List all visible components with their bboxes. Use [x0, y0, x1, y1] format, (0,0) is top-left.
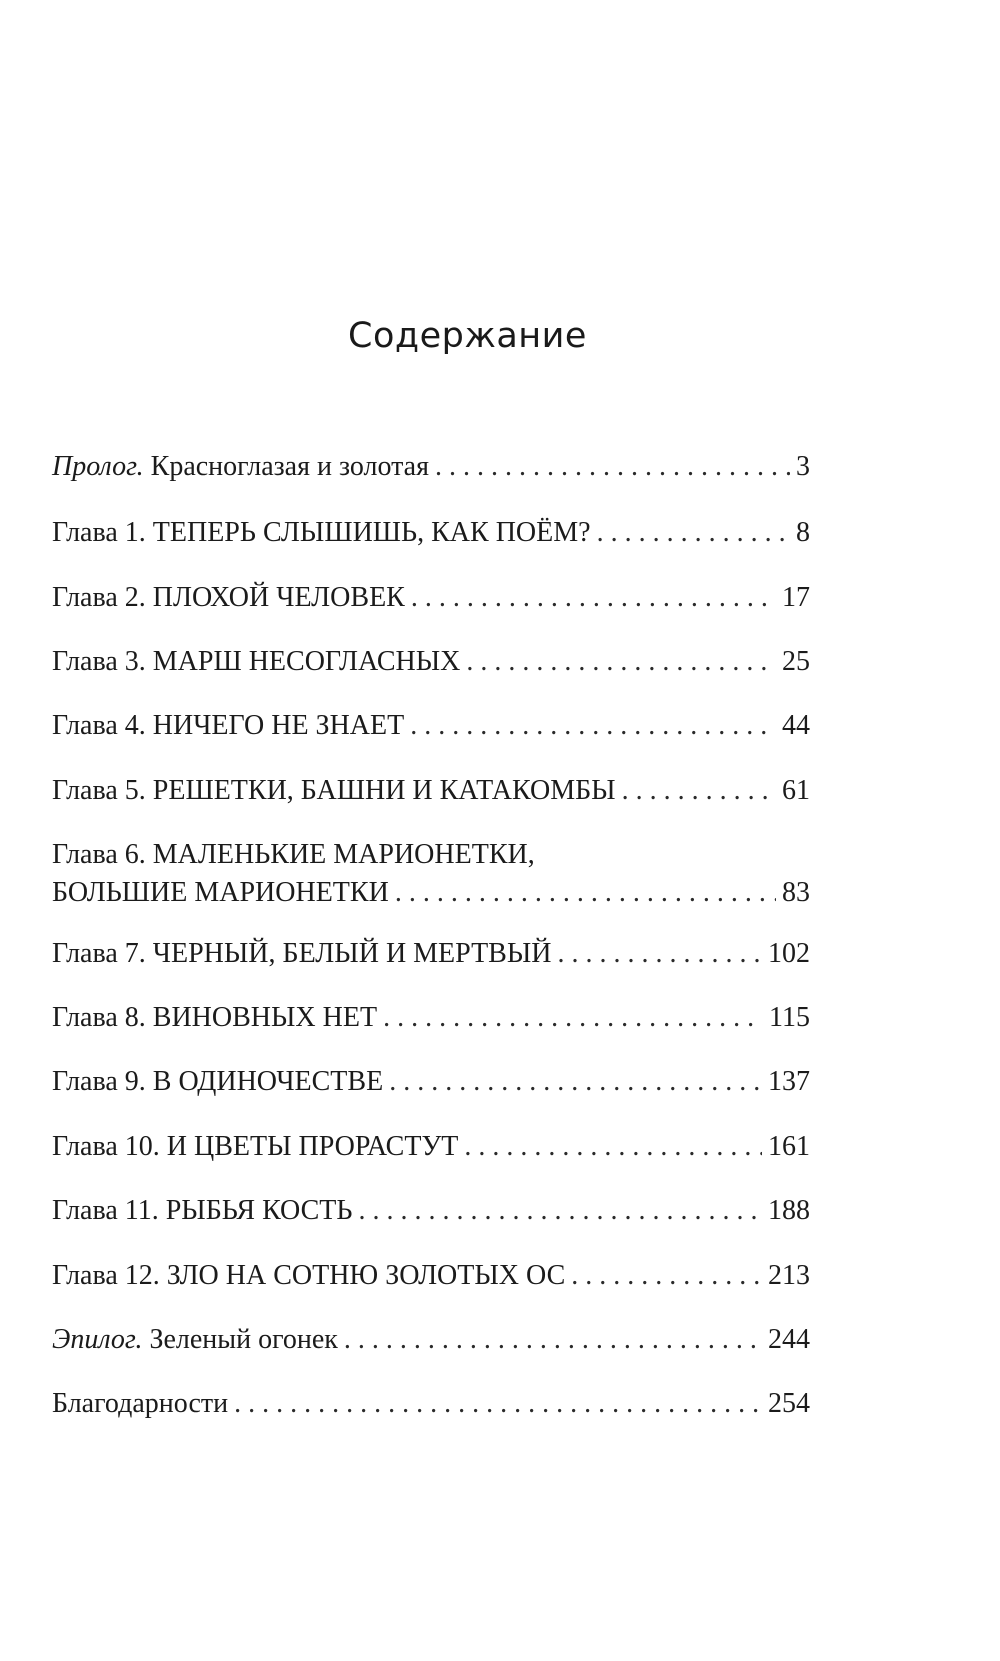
toc-entry-label	[52, 937, 552, 971]
toc-entry-chapter-6[interactable]	[52, 838, 810, 910]
toc-entry-label	[52, 1130, 458, 1164]
entry-title: ЧЕРНЫЙ, БЕЛЫЙ И МЕРТВЫЙ	[152, 938, 552, 969]
toc-entry-chapter-8[interactable]	[52, 1001, 810, 1035]
toc-entry-chapter-9[interactable]	[52, 1065, 810, 1099]
dot-leader	[466, 645, 776, 679]
toc-entry-chapter-12[interactable]	[52, 1259, 810, 1293]
entry-title: Зеленый огонек	[149, 1324, 338, 1355]
toc-entry-epilogue[interactable]	[52, 1323, 810, 1357]
entry-title: ЗЛО НА СОТНЮ ЗОЛОТЫХ ОС	[166, 1260, 566, 1291]
toc-entry-label	[52, 709, 404, 743]
page-title: Содержание	[348, 316, 587, 356]
dot-leader	[411, 581, 776, 615]
dot-leader	[571, 1259, 762, 1293]
entry-prefix: Глава 10.	[52, 1131, 160, 1162]
toc-entry-chapter-1[interactable]	[52, 516, 810, 550]
entry-prefix: Глава 7.	[52, 938, 146, 969]
toc-entry-chapter-10[interactable]	[52, 1130, 810, 1164]
entry-title: ТЕПЕРЬ СЛЫШИШЬ, КАК ПОЁМ?	[152, 517, 591, 548]
page-number: 8	[796, 517, 810, 548]
toc-entry-label	[52, 450, 429, 484]
page-number: 213	[768, 1260, 810, 1291]
toc-entry-chapter-5[interactable]	[52, 774, 810, 808]
dot-leader	[597, 516, 790, 550]
toc-entry-label	[52, 581, 405, 615]
page-number: 137	[768, 1066, 810, 1097]
page-number: 61	[782, 775, 810, 806]
entry-title: Благодарности	[52, 1388, 229, 1419]
entry-prefix: Глава 2.	[52, 582, 146, 613]
entry-prefix: Глава 9.	[52, 1066, 146, 1097]
entry-prefix: Глава 6.	[52, 839, 146, 870]
entry-title: Красноглазая и золотая	[150, 451, 429, 482]
dot-leader	[383, 1001, 763, 1035]
page-number: 44	[782, 710, 810, 741]
page-number: 244	[768, 1324, 810, 1355]
toc-entry-label	[52, 645, 460, 679]
toc-entry-label	[52, 1001, 377, 1035]
toc-entry-label	[52, 1194, 352, 1228]
toc-entry-label	[52, 1065, 383, 1099]
entry-title: НИЧЕГО НЕ ЗНАЕТ	[152, 710, 405, 741]
page-number: 161	[768, 1131, 810, 1162]
toc-entry-acknowledgements[interactable]	[52, 1387, 810, 1421]
dot-leader	[464, 1130, 762, 1164]
dot-leader	[410, 709, 776, 743]
toc-entry-chapter-7[interactable]	[52, 937, 810, 971]
entry-title: ВИНОВНЫХ НЕТ	[152, 1002, 378, 1033]
toc-entry-chapter-2[interactable]	[52, 581, 810, 615]
entry-prefix: Глава 11.	[52, 1195, 159, 1226]
toc-entry-label-line-1	[52, 838, 810, 872]
entry-title: В ОДИНОЧЕСТВЕ	[152, 1066, 384, 1097]
dot-leader	[234, 1387, 762, 1421]
entry-prefix: Эпилог.	[52, 1324, 143, 1355]
page-number: 25	[782, 646, 810, 677]
page-number: 188	[768, 1195, 810, 1226]
entry-prefix: Пролог.	[52, 451, 144, 482]
page-number: 83	[782, 877, 810, 908]
entry-title: РЫБЬЯ КОСТЬ	[165, 1195, 353, 1226]
entry-title: И ЦВЕТЫ ПРОРАСТУТ	[166, 1131, 459, 1162]
entry-title-line-1: МАЛЕНЬКИЕ МАРИОНЕТКИ,	[152, 839, 535, 870]
dot-leader	[435, 450, 790, 484]
entry-prefix: Глава 3.	[52, 646, 146, 677]
entry-title: ПЛОХОЙ ЧЕЛОВЕК	[152, 582, 405, 613]
toc-entry-chapter-3[interactable]	[52, 645, 810, 679]
entry-prefix: Глава 1.	[52, 517, 146, 548]
page-number: 115	[769, 1002, 810, 1033]
toc-entry-chapter-4[interactable]	[52, 709, 810, 743]
dot-leader	[344, 1323, 762, 1357]
dot-leader	[395, 876, 776, 910]
dot-leader	[558, 937, 763, 971]
toc-entry-label	[52, 1323, 338, 1357]
toc-entry-label	[52, 1259, 565, 1293]
toc-entry-label	[52, 516, 591, 550]
entry-prefix: Глава 4.	[52, 710, 146, 741]
dot-leader	[389, 1065, 762, 1099]
page-number: 102	[768, 938, 810, 969]
entry-title: МАРШ НЕСОГЛАСНЫХ	[152, 646, 461, 677]
dot-leader	[622, 774, 776, 808]
entry-prefix: Глава 8.	[52, 1002, 146, 1033]
entry-title: РЕШЕТКИ, БАШНИ И КАТАКОМБЫ	[152, 775, 616, 806]
page-number: 254	[768, 1388, 810, 1419]
entry-prefix: Глава 12.	[52, 1260, 160, 1291]
entry-prefix: Глава 5.	[52, 775, 146, 806]
page-number: 17	[782, 582, 810, 613]
toc-entry-label	[52, 774, 616, 808]
toc-entry-chapter-11[interactable]	[52, 1194, 810, 1228]
entry-title-line-2: БОЛЬШИЕ МАРИОНЕТКИ	[52, 877, 389, 908]
page-number: 3	[796, 451, 810, 482]
dot-leader	[358, 1194, 762, 1228]
toc-entry-prologue[interactable]	[52, 450, 810, 484]
